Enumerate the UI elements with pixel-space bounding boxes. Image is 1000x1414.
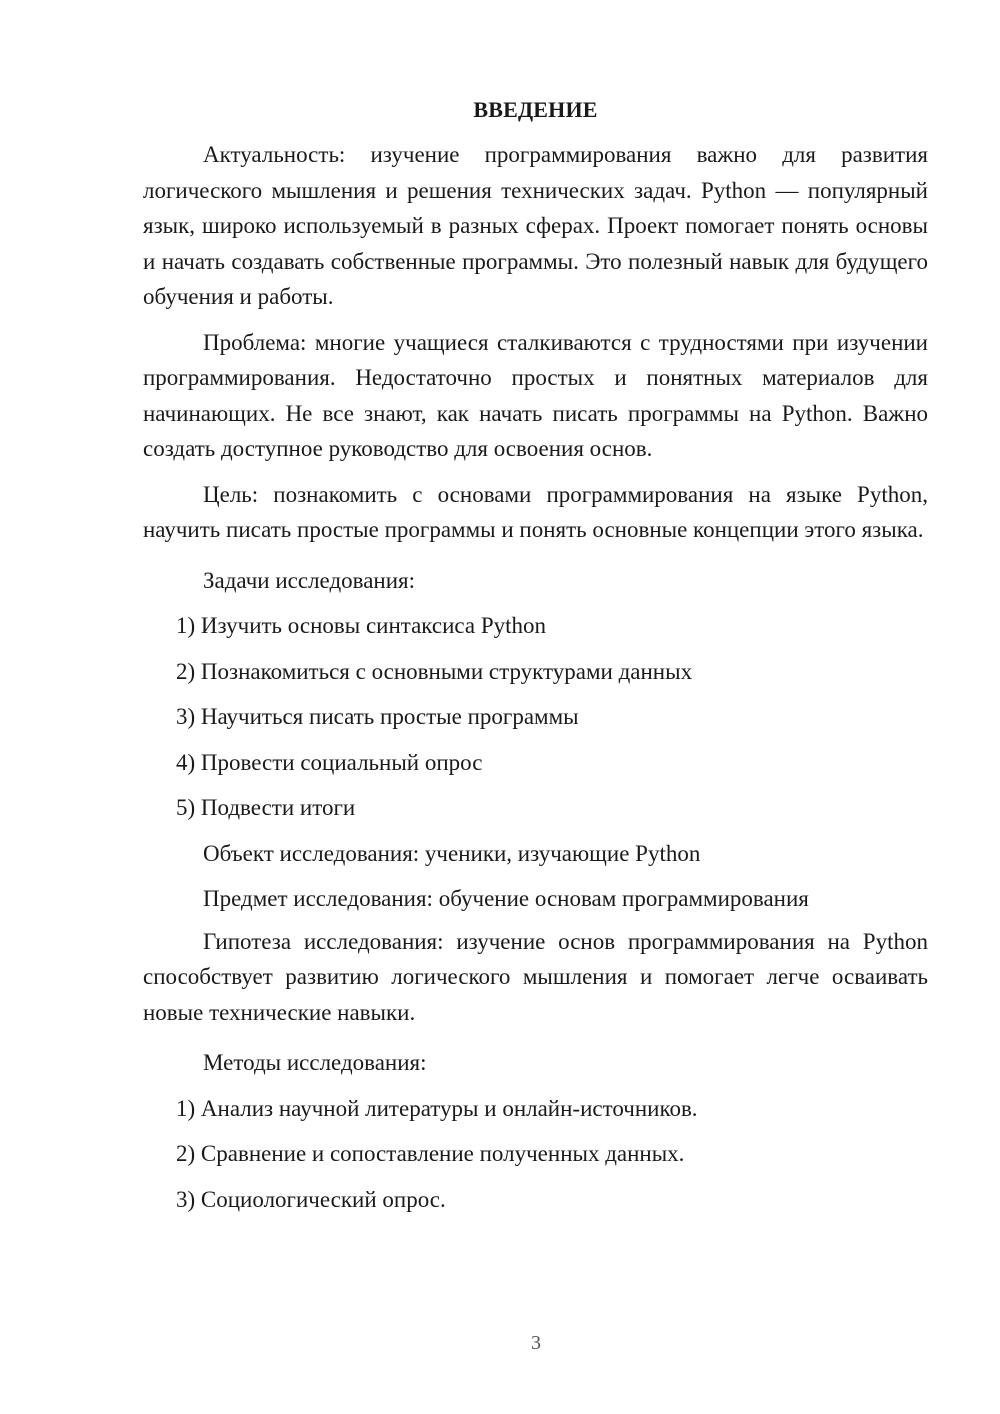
page-title: ВВЕДЕНИЕ <box>473 97 598 122</box>
page-number: 3 <box>531 1332 541 1354</box>
task-item: 2) Познакомиться с основными структурами данных <box>176 658 693 684</box>
methods-list <box>143 1086 928 1223</box>
tasks-list <box>143 603 928 831</box>
problem-paragraph: Проблема: многие учащиеся сталкиваются с трудностями при изучении программирования. Недостаточно простых и понятных материалов для начинающих. Не все знают, как начать писать программы на Python. Важно создать доступное руководство для освоения основ. <box>143 329 928 461</box>
task-item: 3) Научиться писать простые программы <box>176 704 579 729</box>
task-item: 4) Провести социальный опрос <box>176 749 483 775</box>
method-item: 1) Анализ научной литературы и онлайн-источников. <box>176 1095 698 1121</box>
goal-paragraph: Цель: познакомить с основами программирования на языке Python, научить писать простые программы и понять основные концепции этого языка. <box>143 481 928 542</box>
task-item: 1) Изучить основы синтаксиса Python <box>176 613 547 638</box>
task-item: 5) Подвести итоги <box>176 795 356 820</box>
page-content <box>143 97 928 1222</box>
relevance-paragraph: Актуальность: изучение программирования важно для развития логического мышления и решения технических задач. Python — популярный язык, широко используемый в разных сферах. Проект помогает понять основы и начать создавать собственные программы. Это полезный навык для будущего обучения и работы. <box>143 142 928 309</box>
method-item: 3) Социологический опрос. <box>176 1186 446 1212</box>
research-subject: Предмет исследования: обучение основам программирования <box>203 886 809 911</box>
hypothesis-paragraph: Гипотеза исследования: изучение основ программирования на Python способствует развитию логического мышления и помогает легче осваивать новые технические навыки. <box>143 928 928 1025</box>
research-object: Объект исследования: ученики, изучающие Python <box>203 840 701 866</box>
method-item: 2) Сравнение и сопоставление полученных данных. <box>176 1141 685 1166</box>
tasks-heading: Задачи исследования: <box>203 567 416 593</box>
methods-heading: Методы исследования: <box>203 1050 427 1075</box>
